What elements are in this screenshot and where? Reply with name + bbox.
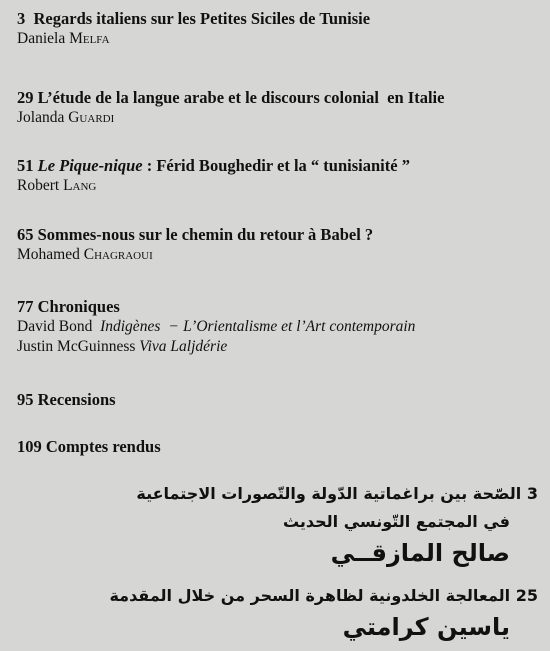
arabic-entry-author: صالح المازقــي bbox=[330, 539, 510, 567]
toc-entry bbox=[17, 8, 542, 49]
page-number: 3 bbox=[17, 9, 26, 28]
entry-title bbox=[17, 436, 542, 457]
entry-author bbox=[17, 245, 542, 265]
entry-author bbox=[17, 108, 542, 128]
title-text: L’étude de la langue arabe et le discours colonial en Italie bbox=[37, 88, 445, 107]
author-last: Chagraoui bbox=[83, 246, 153, 263]
entry-title bbox=[17, 224, 542, 245]
toc-entry bbox=[17, 87, 542, 128]
entry-author bbox=[17, 176, 542, 196]
toc-entry bbox=[17, 436, 542, 457]
entry-title bbox=[17, 389, 542, 410]
chronique-author: Justin McGuinness bbox=[17, 338, 136, 355]
separator-dash: − bbox=[169, 318, 179, 335]
page-number: 51 bbox=[17, 156, 34, 175]
author-first: Jolanda bbox=[17, 109, 65, 126]
author-last: Lang bbox=[63, 177, 97, 194]
page-number: 29 bbox=[17, 88, 34, 107]
entry-title bbox=[17, 87, 542, 108]
title-text: Regards italiens sur les Petites Siciles de Tunisie bbox=[33, 9, 371, 28]
chronique-work: Viva Laljdérie bbox=[139, 338, 228, 355]
chronique-line bbox=[17, 337, 542, 357]
page-number: 77 bbox=[17, 297, 34, 316]
entry-title bbox=[17, 8, 542, 29]
chronique-author: David Bond bbox=[17, 318, 93, 335]
title-italic: Le Pique-nique bbox=[37, 156, 143, 175]
arabic-entry-title-cont: في المجتمع التّونسي الحديث bbox=[282, 512, 510, 531]
toc-entry bbox=[17, 155, 542, 196]
author-first: Robert bbox=[17, 177, 60, 194]
author-first: Mohamed bbox=[17, 246, 80, 263]
page-number: 109 bbox=[17, 437, 42, 456]
title-text: : Férid Boughedir et la “ tunisianité ” bbox=[142, 156, 410, 175]
title-text: Comptes rendus bbox=[45, 437, 161, 456]
arabic-entry-author: ياسين كرامتي bbox=[342, 613, 510, 641]
toc-entry bbox=[17, 296, 542, 357]
page-number: 95 bbox=[17, 390, 34, 409]
author-last: Melfa bbox=[69, 30, 110, 47]
arabic-entry-title: 25 المعالجة الخلدونية لظاهرة السحر من خلال المقدمة bbox=[109, 586, 538, 605]
toc-entry bbox=[17, 389, 542, 410]
author-first: Daniela bbox=[17, 30, 66, 47]
title-text: Recensions bbox=[37, 390, 116, 409]
title-text: Chroniques bbox=[37, 297, 120, 316]
title-text: Sommes-nous sur le chemin du retour à Babel ? bbox=[37, 225, 374, 244]
entry-title bbox=[17, 296, 542, 317]
author-last: Guardi bbox=[68, 109, 115, 126]
page-number: 65 bbox=[17, 225, 34, 244]
arabic-entry-title: 3 الصّحة بين براغماتية الدّولة والتّصورات الاجتماعية bbox=[136, 484, 538, 503]
entry-title bbox=[17, 155, 542, 176]
chronique-work: L’Orientalisme et l’Art contemporain bbox=[183, 318, 416, 335]
chronique-work: Indigènes bbox=[100, 318, 161, 335]
entry-author bbox=[17, 29, 542, 49]
toc-entry bbox=[17, 224, 542, 265]
chronique-line bbox=[17, 317, 542, 337]
